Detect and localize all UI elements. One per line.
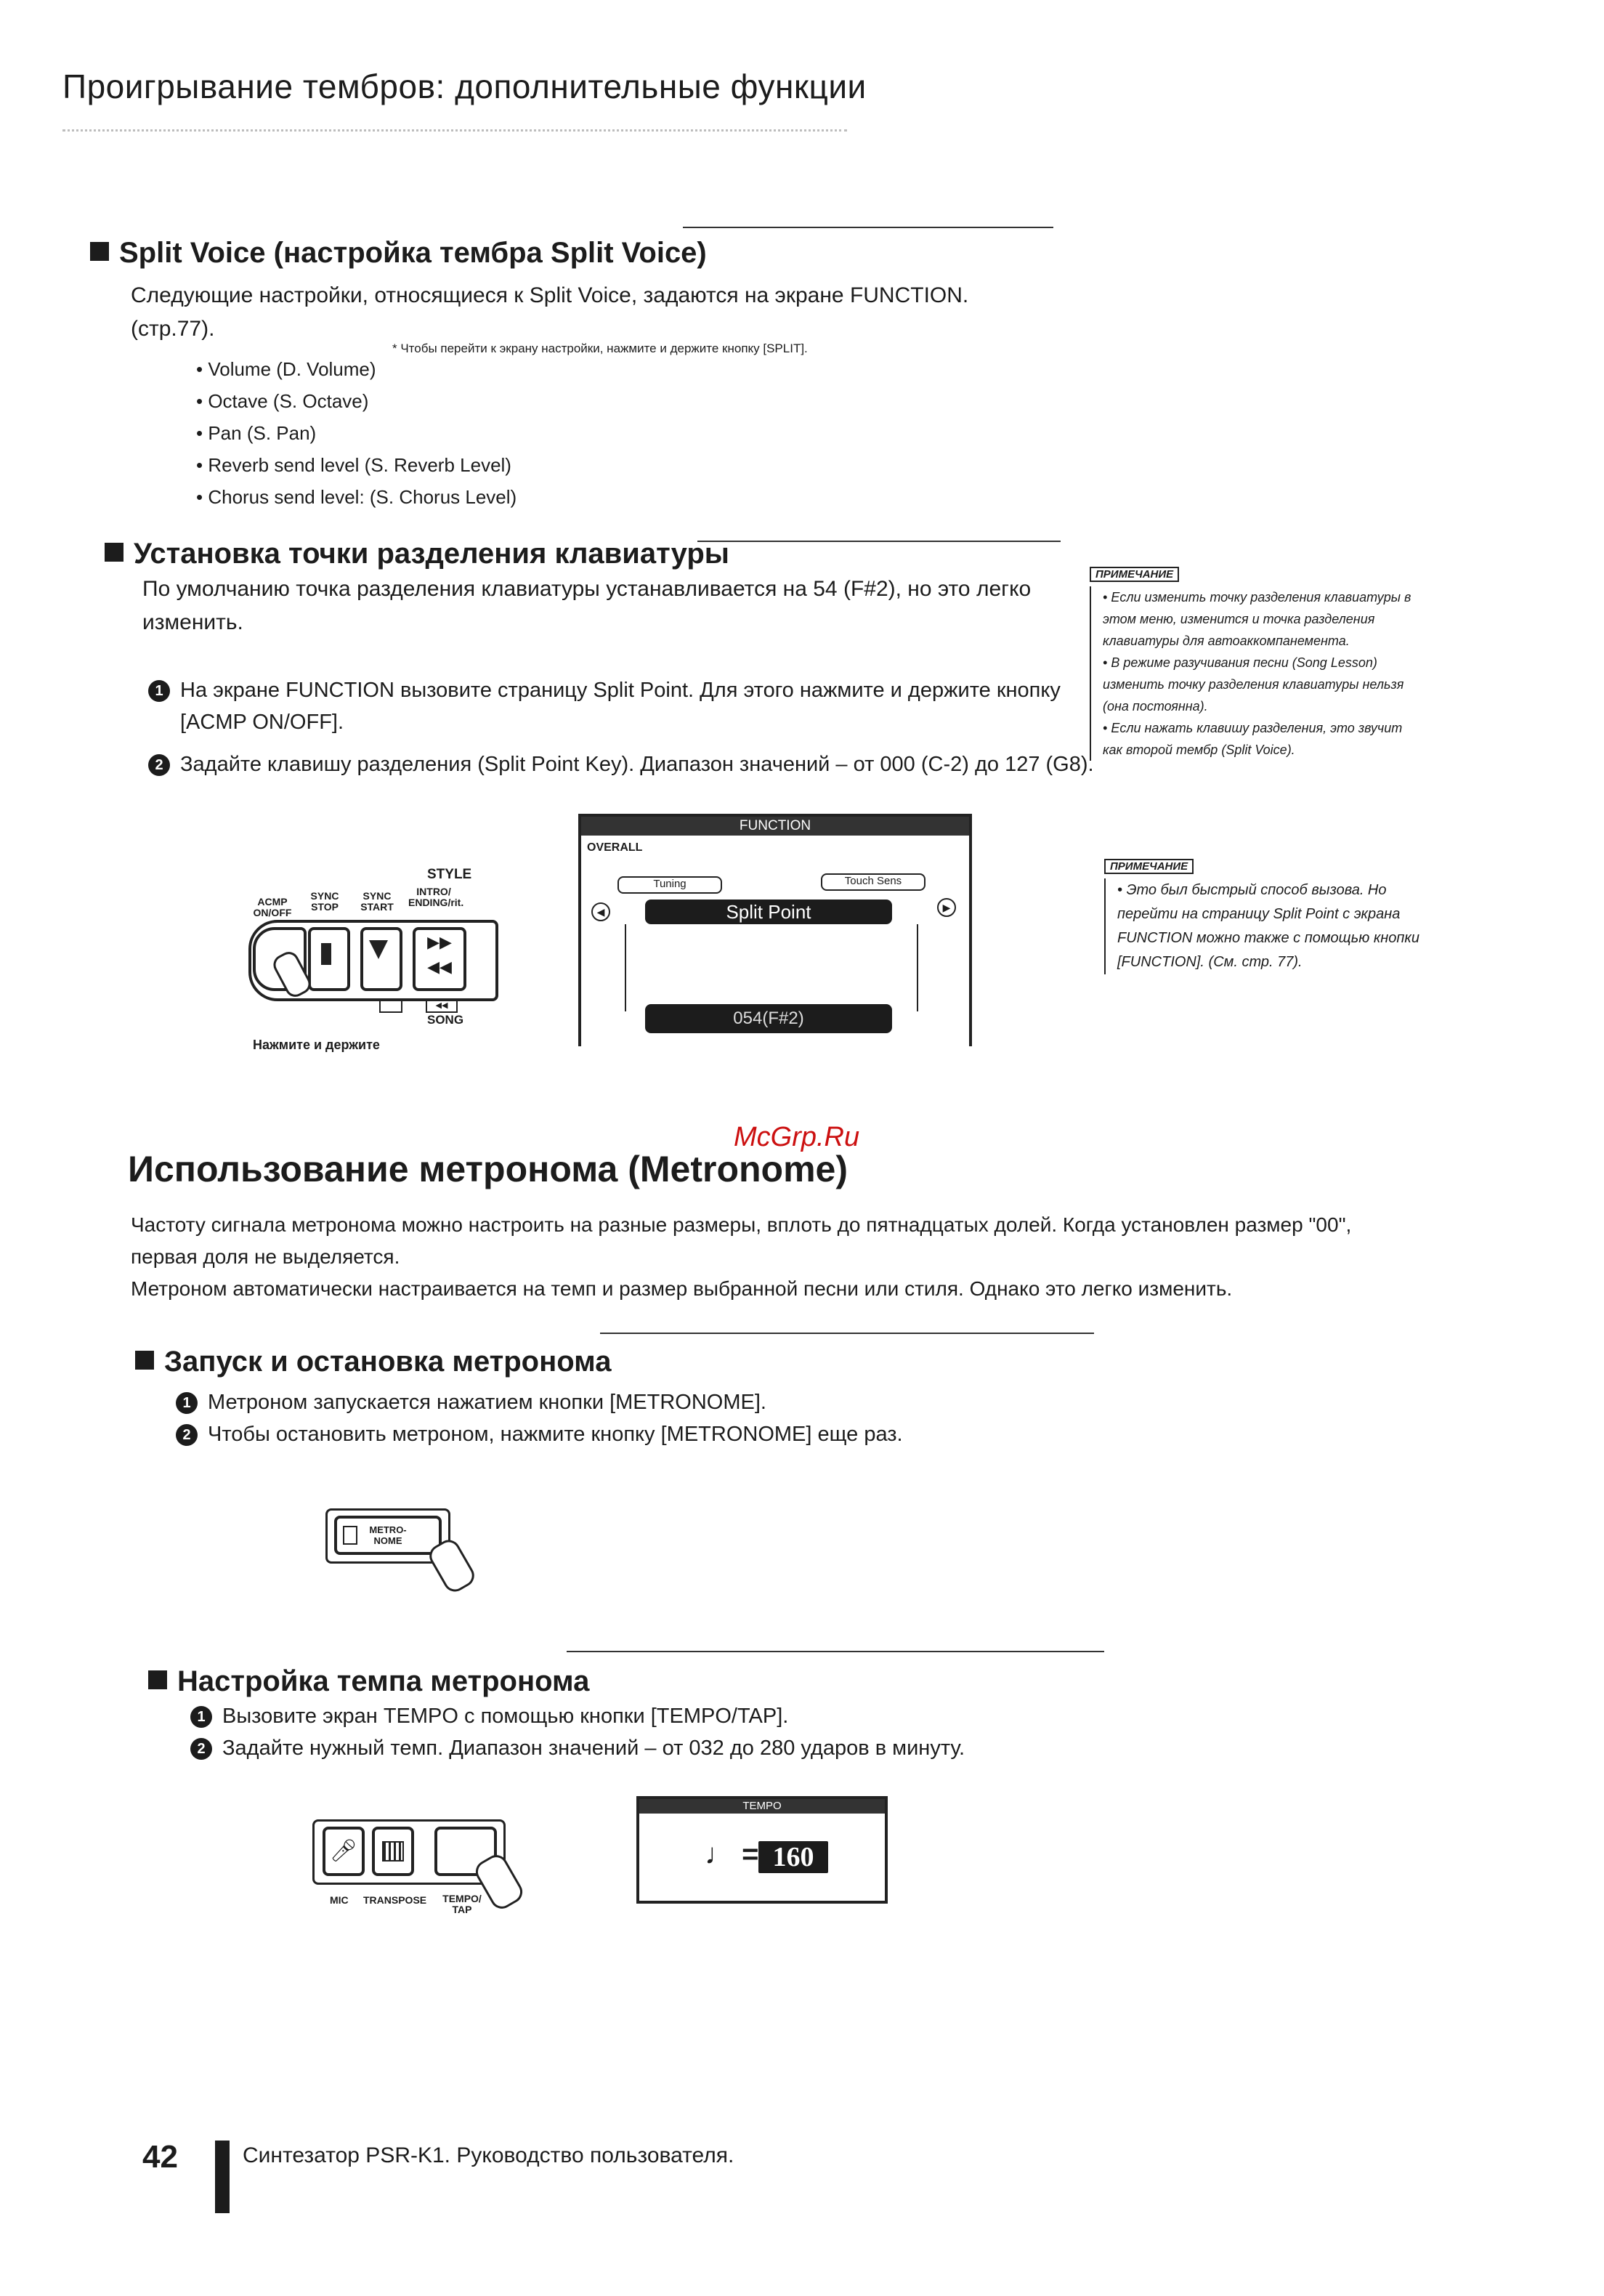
split-point-step1: [148, 674, 1061, 738]
tempo-note-equals: ♩ =: [705, 1838, 759, 1870]
list-item: • Octave (S. Octave): [196, 385, 517, 417]
note-text: Это был быстрый способ вызова. Но перейти на страницу Split Point с экрана FUNCTION можно также с помощью кнопки [FUNCTION]. (См. стр. 77).: [1117, 882, 1419, 970]
intro-ending-button[interactable]: ▶▶ ◀◀: [413, 927, 466, 991]
split-point-step2: [148, 748, 1094, 780]
intro-ending-label: INTRO/ ENDING/rit.: [408, 886, 464, 908]
lcd-header: FUNCTION: [581, 817, 969, 836]
section-rule: [683, 227, 1053, 228]
split-voice-heading-text: Split Voice (настройка тембра Split Voice): [119, 237, 707, 269]
split-voice-side-note: * Чтобы перейти к экрану настройки, нажмите и держите кнопку [SPLIT].: [392, 341, 808, 355]
lcd-right-arrow-icon: ▶: [937, 898, 956, 917]
split-point-intro: [142, 573, 1031, 639]
list-item: • Volume (D. Volume): [196, 353, 517, 385]
tempo-heading: [148, 1665, 589, 1698]
note-label: ПРИМЕЧАНИЕ: [1104, 859, 1194, 874]
step-text: [ACMP ON/OFF].: [180, 711, 344, 734]
lcd-left-arrow-icon: ◀: [591, 902, 610, 921]
lcd-tuning-item: Tuning: [617, 876, 722, 894]
lcd-page-name: Split Point: [645, 900, 892, 924]
function-lcd: [578, 814, 972, 1046]
note-1: [1090, 567, 1415, 761]
note-2: [1104, 859, 1444, 974]
split-point-heading: [105, 538, 729, 570]
step-text: Чтобы остановить метроном, нажмите кнопку [METRONOME] еще раз.: [208, 1423, 903, 1446]
tempo-lcd-header: TEMPO: [639, 1799, 885, 1814]
heading-square-icon: [105, 543, 123, 562]
step-text: Задайте клавишу разделения (Split Point Key). Диапазон значений – от 000 (C-2) до 127 (G8).: [180, 753, 1094, 776]
note-text: Если изменить точку разделения клавиатуры в этом меню, изменится и точка разделения клавиатуры для автоаккомпанемента.: [1103, 590, 1411, 648]
press-hold-caption: Нажмите и держите: [253, 1038, 380, 1052]
lcd-overall-label: OVERALL: [587, 841, 643, 854]
step-number-2-icon: 2: [148, 754, 170, 776]
split-voice-intro-line1: Следующие настройки, относящиеся к Split Voice, задаются на экране FUNCTION.: [131, 283, 969, 307]
style-label: STYLE: [427, 867, 472, 882]
lcd-inner-frame: [625, 924, 918, 1011]
transpose-button[interactable]: [372, 1827, 414, 1876]
rewind-icon: ◀◀: [426, 1000, 458, 1013]
note-text: Если нажать клавишу разделения, это звучит как второй тембр (Split Voice).: [1103, 721, 1403, 757]
list-item: • Reverb send level (S. Reverb Level): [196, 449, 517, 481]
start-stop-heading-text: Запуск и остановка метронома: [164, 1346, 612, 1378]
step-number-1-icon: 1: [190, 1706, 212, 1728]
step-text: Вызовите экран TEMPO с помощью кнопки [TEMPO/TAP].: [222, 1705, 789, 1728]
lcd-touch-sens-item: Touch Sens: [821, 873, 925, 891]
lcd-value: 054(F#2): [645, 1004, 892, 1033]
split-voice-intro: [131, 279, 968, 346]
section-rule: [697, 541, 1061, 542]
keyboard-icon: [382, 1841, 404, 1862]
split-voice-list: [196, 353, 517, 513]
sync-stop-icon: [321, 943, 331, 965]
step-number-1-icon: 1: [148, 680, 170, 702]
mic-button[interactable]: [323, 1827, 365, 1876]
heading-square-icon: [135, 1351, 154, 1370]
metronome-heading: Использование метронома (Metronome): [128, 1149, 848, 1189]
step-text: На экране FUNCTION вызовите страницу Split Point. Для этого нажмите и держите кнопку: [180, 679, 1061, 702]
split-point-intro-line1: По умолчанию точка разделения клавиатуры устанавливается на 54 (F#2), но это легко: [142, 577, 1032, 601]
title-divider: [62, 129, 847, 132]
metronome-icon: [343, 1526, 357, 1545]
split-voice-heading: [90, 237, 707, 270]
list-item: • Chorus send level: (S. Chorus Level): [196, 481, 517, 513]
sync-start-label: SYNC START: [360, 890, 394, 913]
metronome-intro-line3: Метроном автоматически настраивается на темп и размер выбранной песни или стиля. Однако это легко изменить.: [131, 1277, 1233, 1300]
note-item: • Если нажать клавишу разделения, это звучит как второй тембр (Split Voice).: [1103, 721, 1403, 757]
heading-square-icon: [148, 1670, 167, 1689]
step-number-2-icon: 2: [176, 1424, 198, 1446]
page-number: 42: [142, 2139, 178, 2175]
list-item: • Pan (S. Pan): [196, 417, 517, 449]
tempo-tap-label: TEMPO/ TAP: [442, 1893, 482, 1915]
note-body: [1090, 586, 1415, 761]
metronome-intro-line2: первая доля не выделяется.: [131, 1245, 400, 1268]
note-item: • Это был быстрый способ вызова. Но перейти на страницу Split Point с экрана FUNCTION можно также с помощью кнопки [FUNCTION]. (См. стр. 77).: [1117, 882, 1419, 970]
transpose-label: TRANSPOSE: [363, 1894, 427, 1906]
footer-text: Синтезатор PSR-K1. Руководство пользователя.: [243, 2143, 734, 2167]
start-stop-heading: [135, 1346, 612, 1378]
sync-stop-label: SYNC STOP: [310, 890, 339, 913]
step-number-2-icon: 2: [190, 1738, 212, 1760]
tempo-steps: [190, 1700, 965, 1764]
metronome-intro: [131, 1209, 1351, 1305]
page-title: Проигрывание тембров: дополнительные функции: [62, 68, 867, 105]
song-label: SONG: [427, 1013, 464, 1027]
metronome-button-label: METRO- NOME: [369, 1524, 407, 1546]
play-down-icon: [369, 940, 388, 959]
start-stop-steps: [176, 1386, 903, 1450]
metronome-button[interactable]: [334, 1516, 442, 1555]
step-number-1-icon: 1: [176, 1392, 198, 1414]
note-body: [1104, 878, 1444, 974]
note-text: В режиме разучивания песни (Song Lesson) изменить точку разделения клавиатуры нельзя (она постоянна).: [1103, 655, 1404, 714]
pause-icon: [379, 1000, 402, 1013]
tempo-heading-text: Настройка темпа метронома: [177, 1665, 590, 1697]
heading-square-icon: [90, 242, 109, 261]
footer-bar: [215, 2141, 230, 2213]
split-point-heading-text: Установка точки разделения клавиатуры: [134, 538, 729, 570]
split-voice-intro-line2: (стр.77).: [131, 317, 215, 341]
note-label: ПРИМЕЧАНИЕ: [1090, 567, 1179, 582]
style-panel-diagram: [247, 865, 494, 1046]
step-text: Метроном запускается нажатием кнопки [METRONOME].: [208, 1391, 766, 1414]
mic-label: MIC: [330, 1894, 349, 1906]
section-rule: [567, 1651, 1104, 1652]
sync-start-button[interactable]: [360, 927, 402, 991]
microphone-icon: 🎤︎: [329, 1839, 358, 1863]
note-item: • Если изменить точку разделения клавиатуры в этом меню, изменится и точка разделения клавиатуры для автоаккомпанемента.: [1103, 590, 1411, 648]
watermark: McGrp.Ru: [734, 1122, 860, 1152]
tempo-lcd: [636, 1796, 888, 1904]
metronome-intro-line1: Частоту сигнала метронома можно настроить на разные размеры, вплоть до пятнадцатых долей. Когда установлен размер "00",: [131, 1213, 1352, 1236]
section-rule: [600, 1333, 1094, 1334]
acmp-label: ACMP ON/OFF: [253, 896, 292, 918]
step-text: Задайте нужный темп. Диапазон значений – от 032 до 280 ударов в минуту.: [222, 1737, 965, 1760]
split-point-intro-line2: изменить.: [142, 610, 243, 634]
tempo-value: 160: [758, 1841, 828, 1873]
note-item: • В режиме разучивания песни (Song Lesson) изменить точку разделения клавиатуры нельзя (она постоянна).: [1103, 655, 1404, 714]
